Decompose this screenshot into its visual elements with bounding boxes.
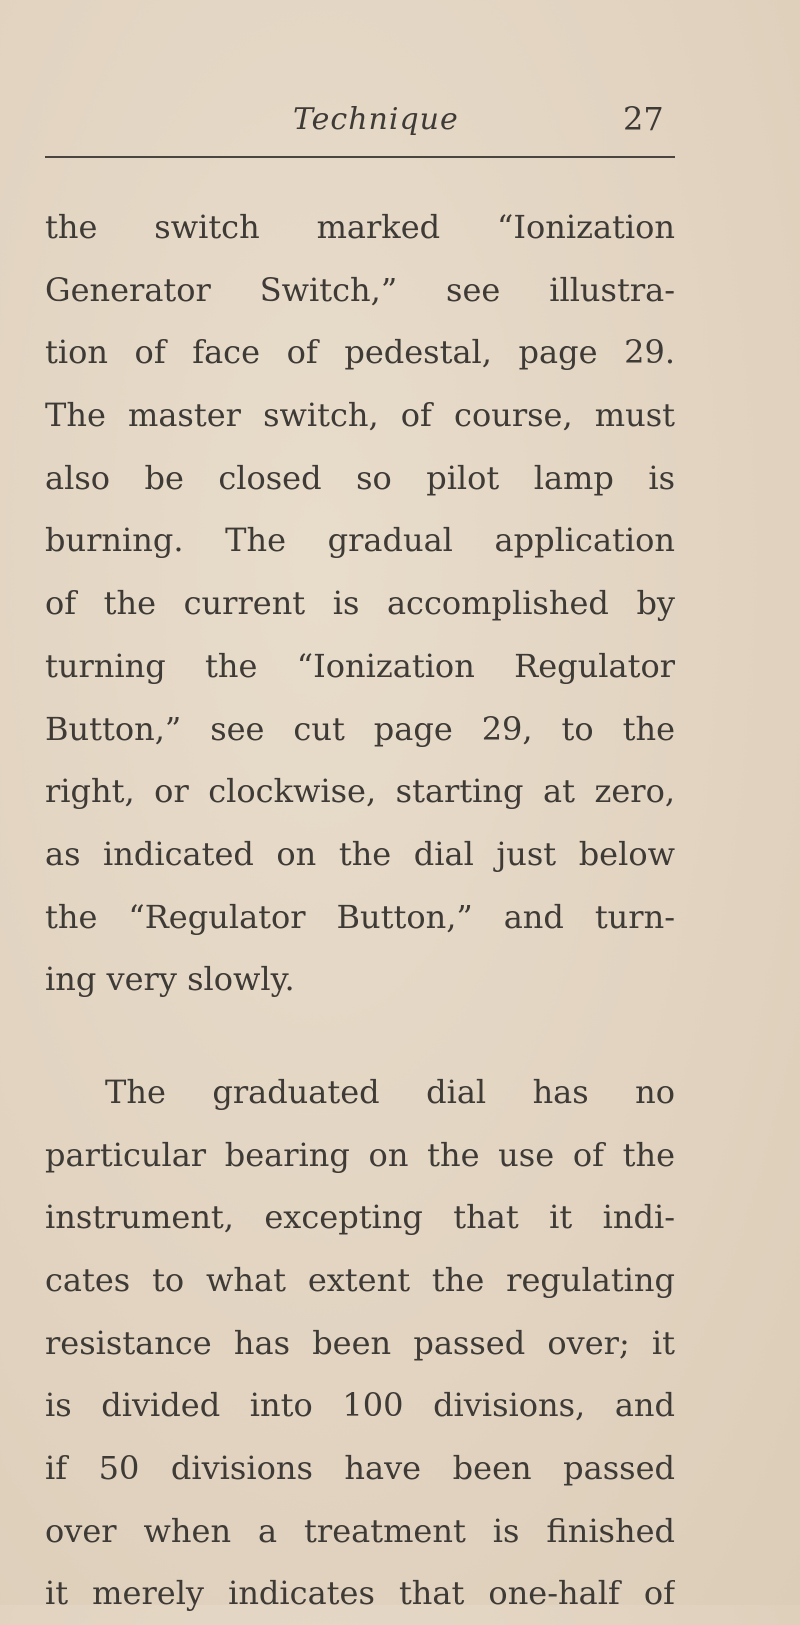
text-line: the “Regulator Button,” and turn-: [45, 897, 675, 936]
header-rule: [45, 156, 675, 158]
text-line: the switch marked “Ionization: [45, 208, 675, 246]
text-line: as indicated on the dial just below: [45, 834, 675, 873]
text-line: of the current is accomplished by: [45, 584, 675, 623]
text-line: Button,” see cut page 29, to the: [45, 709, 675, 748]
running-head: [45, 98, 675, 138]
text-line: resistance has been passed over; it: [45, 1323, 675, 1362]
text-line: ing very slowly.: [45, 960, 295, 999]
text-line: turning the “Ionization Regulator: [45, 646, 675, 685]
text-line: is divided into 100 divisions, and: [45, 1386, 675, 1425]
text-line: particular bearing on the use of the: [45, 1135, 675, 1174]
page-number: 27: [623, 100, 664, 138]
text-line: if 50 divisions have been passed: [45, 1449, 675, 1488]
text-line: tion of face of pedestal, page 29.: [45, 333, 675, 372]
paragraph-1: [45, 196, 675, 1011]
text-line: The graduated dial has no: [105, 1072, 675, 1111]
text-line: Generator Switch,” see illustra-: [45, 270, 675, 309]
text-line: it merely indicates that one-half of: [45, 1574, 675, 1613]
paragraph-gap: [45, 1011, 675, 1061]
text-line: over when a treatment is finished: [45, 1511, 675, 1550]
body-text: [45, 196, 675, 1625]
text-line: also be closed so pilot lamp is: [45, 458, 675, 497]
running-title: Technique: [293, 102, 459, 137]
text-line: right, or clockwise, starting at zero,: [45, 772, 675, 811]
text-line: The master switch, of course, must: [45, 396, 675, 435]
text-line: burning. The gradual application: [45, 521, 675, 560]
text-line: instrument, excepting that it indi-: [45, 1198, 675, 1237]
paragraph-2: [45, 1061, 675, 1625]
text-line: cates to what extent the regulating: [45, 1261, 675, 1299]
